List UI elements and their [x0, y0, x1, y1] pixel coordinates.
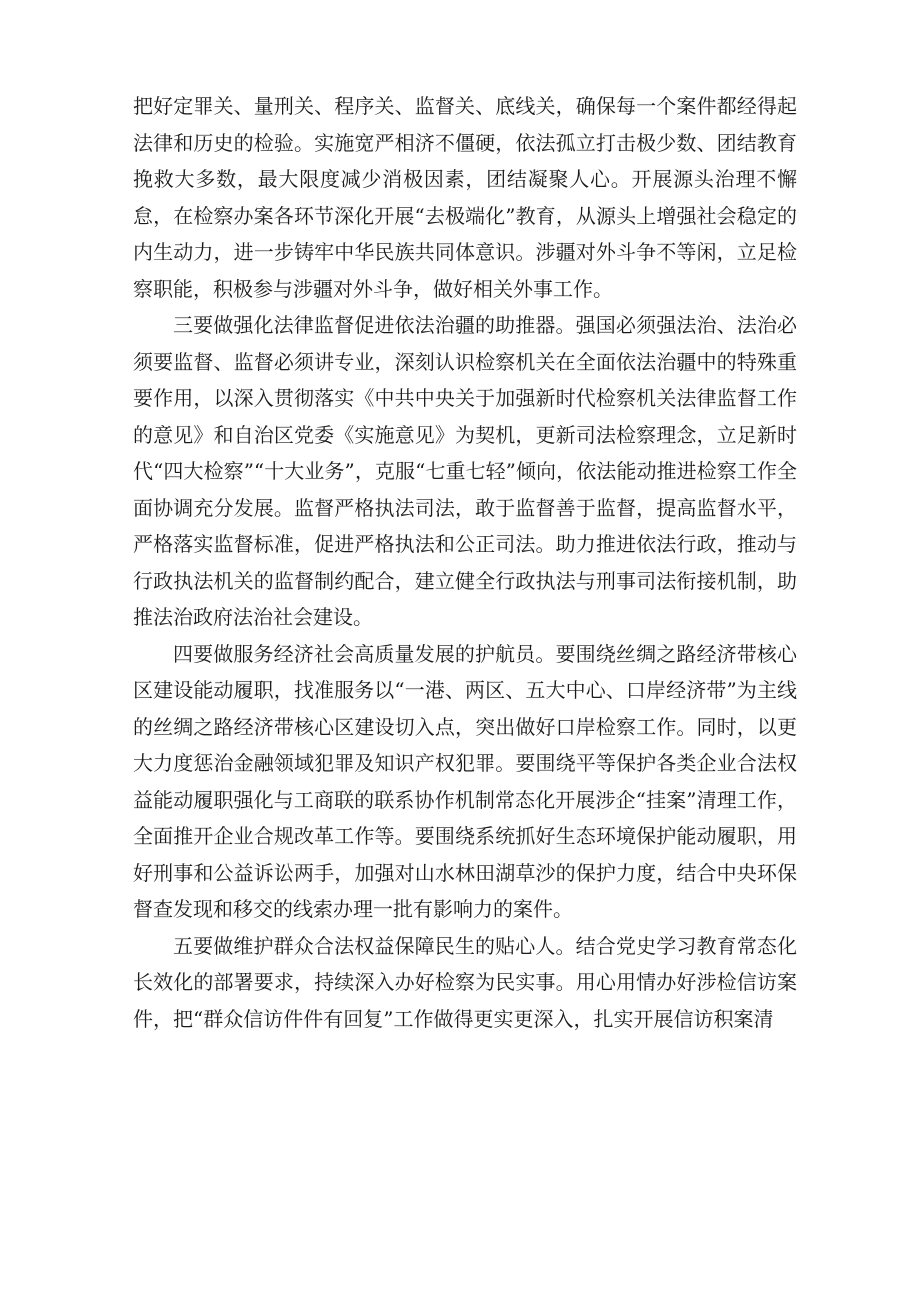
- paragraph-section-5-public-rights: 五要做维护群众合法权益保障民生的贴心人。结合党史学习教育常态化长效化的部署要求，持续深入办好检察为民实事。用心用情办好涉检信访案件，把“群众信访件件有回复”工作做得更实更深入，扎实开展信访积案清: [133, 933, 797, 1031]
- paragraph-section-3-legal-supervision: 三要做强化法律监督促进依法治疆的助推器。强国必须强法治、法治必须要监督、监督必须讲专业，深刻认识检察机关在全面依法治疆中的特殊重要作用，以深入贯彻落实《中共中央关于加强新时代检察机关法律监督工作的意见》和自治区党委《实施意见》为契机，更新司法检察理念，立足新时代“四大检察”“十大业务”，克服“七重七轻”倾向，依法能动推进检察工作全面协调充分发展。监督严格执法司法，敢于监督善于监督，提高监督水平，严格落实监督标准，促进严格执法和公正司法。助力推进依法行政，推动与行政执法机关的监督制约配合，建立健全行政执法与刑事司法衔接机制，助推法治政府法治社会建设。: [133, 313, 797, 629]
- paragraph-section-4-economic-development: 四要做服务经济社会高质量发展的护航员。要围绕丝绸之路经济带核心区建设能动履职，找准服务以“一港、两区、五大中心、口岸经济带”为主线的丝绸之路经济带核心区建设切入点，突出做好口岸检察工作。同时，以更大力度惩治金融领域犯罪及知识产权犯罪。要围绕平等保护各类企业合法权益能动履职强化与工商联的联系协作机制常态化开展涉企“挂案”清理工作，全面推开企业合规改革工作等。要围绕系统抓好生态环境保护能动履职，用好刑事和公益诉讼两手，加强对山水林田湖草沙的保护力度，结合中央环保督查发现和移交的线索办理一批有影响力的案件。: [133, 641, 797, 921]
- document-body: [133, 88, 797, 1037]
- paragraph-continuation: 把好定罪关、量刑关、程序关、监督关、底线关，确保每一个案件都经得起法律和历史的检验。实施宽严相济不僵硬，依法孤立打击极少数、团结教育挽救大多数，最大限度减少消极因素，团结凝聚人心。开展源头治理不懈怠，在检察办案各环节深化开展“去极端化”教育，从源头上增强社会稳定的内生动力，进一步铸牢中华民族共同体意识。涉疆对外斗争不等闲，立足检察职能，积极参与涉疆对外斗争，做好相关外事工作。: [133, 94, 797, 301]
